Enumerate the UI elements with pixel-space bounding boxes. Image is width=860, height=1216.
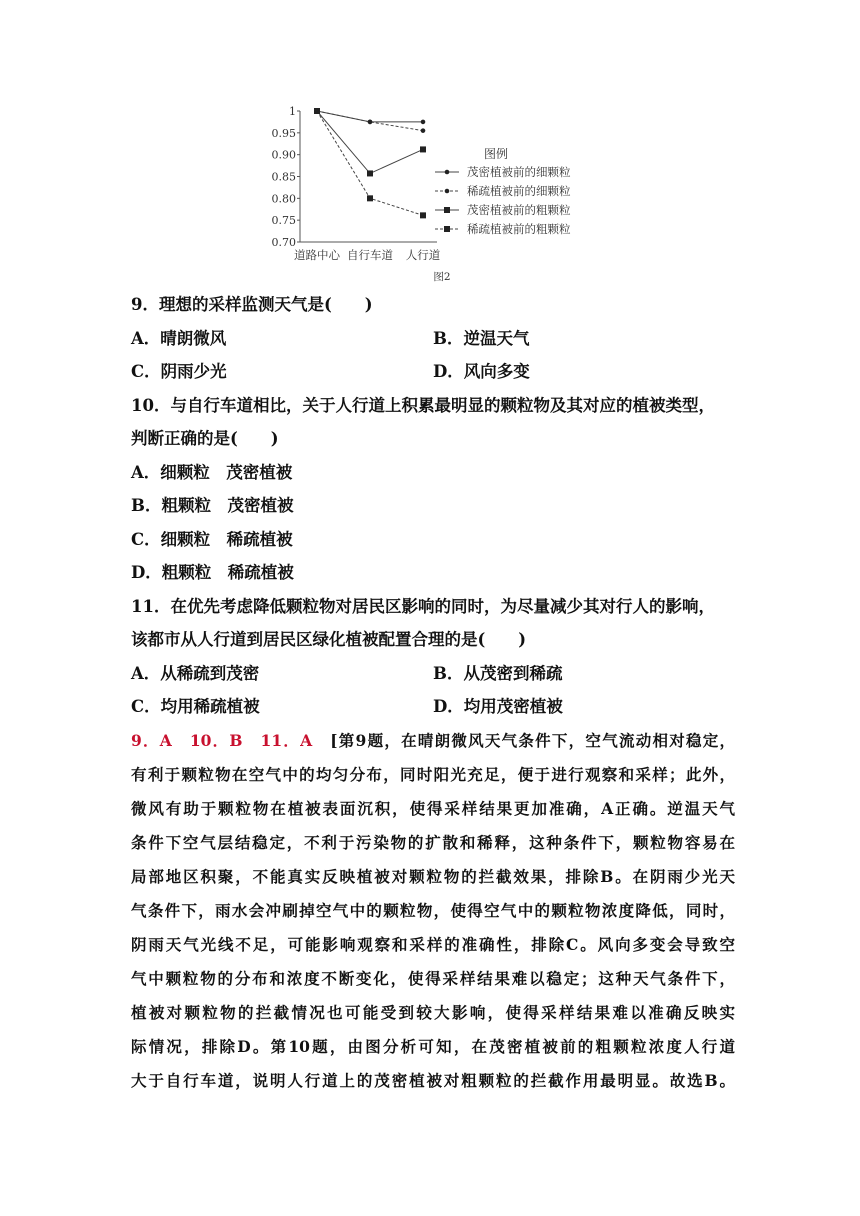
question-11-options-row2 xyxy=(131,690,735,724)
data-point xyxy=(368,120,373,125)
y-tick-label: 0.70 xyxy=(271,236,296,249)
answer-line-2: 有利于颗粒物在空气中的均匀分布，同时阳光充足，便于进行观察和采样；此外， xyxy=(131,764,735,784)
x-tick-label: 自行车道 xyxy=(347,248,393,262)
answer-line-8: 气中颗粒物的分布和浓度不断变化，使得采样结果难以稳定；这种天气条件下， xyxy=(131,968,735,988)
x-tick-label: 人行道 xyxy=(405,248,441,262)
y-tick-label: 0.85 xyxy=(271,170,296,184)
legend-label: 茂密植被前的粗颗粒 xyxy=(467,203,571,217)
y-tick-label: 0.90 xyxy=(271,148,296,162)
chart-svg xyxy=(262,96,602,292)
question-10-stem-line1: 10．与自行车道相比，关于人行道上积累最明显的颗粒物及其对应的植被类型， xyxy=(131,395,715,415)
question-9-stem: 9．理想的采样监测天气是( ) xyxy=(131,295,373,314)
answer-line-3: 微风有助于颗粒物在植被表面沉积，使得采样结果更加准确，A正确。逆温天气 xyxy=(131,798,735,818)
data-point xyxy=(420,146,426,152)
question-11-options-row1 xyxy=(131,657,735,691)
answer-line-9: 植被对颗粒物的拦截情况也可能受到较大影响，使得采样结果难以准确反映实 xyxy=(131,1002,735,1022)
answer-keys: 9．A 10．B 11．A xyxy=(131,730,313,750)
data-point xyxy=(367,170,373,176)
x-tick-label: 道路中心 xyxy=(294,248,340,262)
question-10-option-a: A．细颗粒 茂密植被 xyxy=(131,462,293,482)
y-tick-label: 0.95 xyxy=(271,126,296,140)
question-9-option-b: B．逆温天气 xyxy=(433,328,530,348)
answer-line-10: 际情况，排除D。第10题，由图分析可知，在茂密植被前的粗颗粒浓度人行道 xyxy=(131,1036,735,1056)
answer-line-7: 阴雨天气光线不足，可能影响观察和采样的准确性，排除C。风向多变会导致空 xyxy=(131,934,735,954)
question-10-option-d: D．粗颗粒 稀疏植被 xyxy=(131,563,294,582)
question-10-option-c: C．细颗粒 稀疏植被 xyxy=(131,529,293,549)
question-10-stem-line2: 判断正确的是( ) xyxy=(131,429,279,448)
question-content xyxy=(131,288,735,1098)
legend-label: 茂密植被前的细颗粒 xyxy=(467,165,571,179)
question-11-stem-line2: 该都市从人行道到居民区绿化植被配置合理的是( ) xyxy=(131,630,527,649)
question-9-option-a: A．晴朗微风 xyxy=(131,328,227,348)
legend-marker xyxy=(444,226,450,232)
data-point xyxy=(314,108,320,114)
legend-marker xyxy=(445,170,450,175)
question-11-stem-line1: 11．在优先考虑降低颗粒物对居民区影响的同时，为尽量减少其对行人的影响， xyxy=(131,596,715,616)
answer-line-5: 局部地区积聚，不能真实反映植被对颗粒物的拦截效果，排除B。在阴雨少光天 xyxy=(131,866,735,886)
question-9-option-d: D．风向多变 xyxy=(433,362,530,381)
data-point xyxy=(421,120,426,125)
legend-title: 图例 xyxy=(484,147,509,161)
line-chart xyxy=(262,96,602,292)
question-9-options-row1 xyxy=(131,322,735,356)
question-11-option-b: B．从茂密到稀疏 xyxy=(433,663,563,683)
legend-marker xyxy=(445,189,450,194)
answer-line-1 xyxy=(131,724,735,758)
legend-marker xyxy=(444,207,450,213)
legend-label: 稀疏植被前的粗颗粒 xyxy=(467,222,571,236)
data-point xyxy=(420,212,426,218)
figure-caption: 图2 xyxy=(433,271,451,283)
question-10-option-b: B．粗颗粒 茂密植被 xyxy=(131,496,294,515)
question-9-options-row2 xyxy=(131,355,735,389)
answer-line-4: 条件下空气层结稳定，不利于污染物的扩散和稀释，这种条件下，颗粒物容易在 xyxy=(131,832,735,852)
answer-text-1: [第9题，在晴朗微风天气条件下，空气流动相对稳定， xyxy=(330,730,735,750)
answer-line-11: 大于自行车道，说明人行道上的茂密植被对粗颗粒的拦截作用最明显。故选B。 xyxy=(131,1070,735,1090)
question-9-option-c: C．阴雨少光 xyxy=(131,362,227,381)
question-11-option-c: C．均用稀疏植被 xyxy=(131,697,260,716)
y-tick-label: 0.75 xyxy=(271,214,296,228)
answer-line-6: 气条件下，雨水会冲刷掉空气中的颗粒物，使得空气中的颗粒物浓度降低，同时， xyxy=(131,900,735,920)
legend-label: 稀疏植被前的细颗粒 xyxy=(467,184,571,198)
y-tick-label: 1 xyxy=(289,105,296,118)
data-point xyxy=(367,195,373,201)
question-11-option-d: D．均用茂密植被 xyxy=(433,697,563,716)
question-11-option-a: A．从稀疏到茂密 xyxy=(131,663,260,683)
y-tick-label: 0.80 xyxy=(271,192,296,206)
data-point xyxy=(421,128,426,133)
